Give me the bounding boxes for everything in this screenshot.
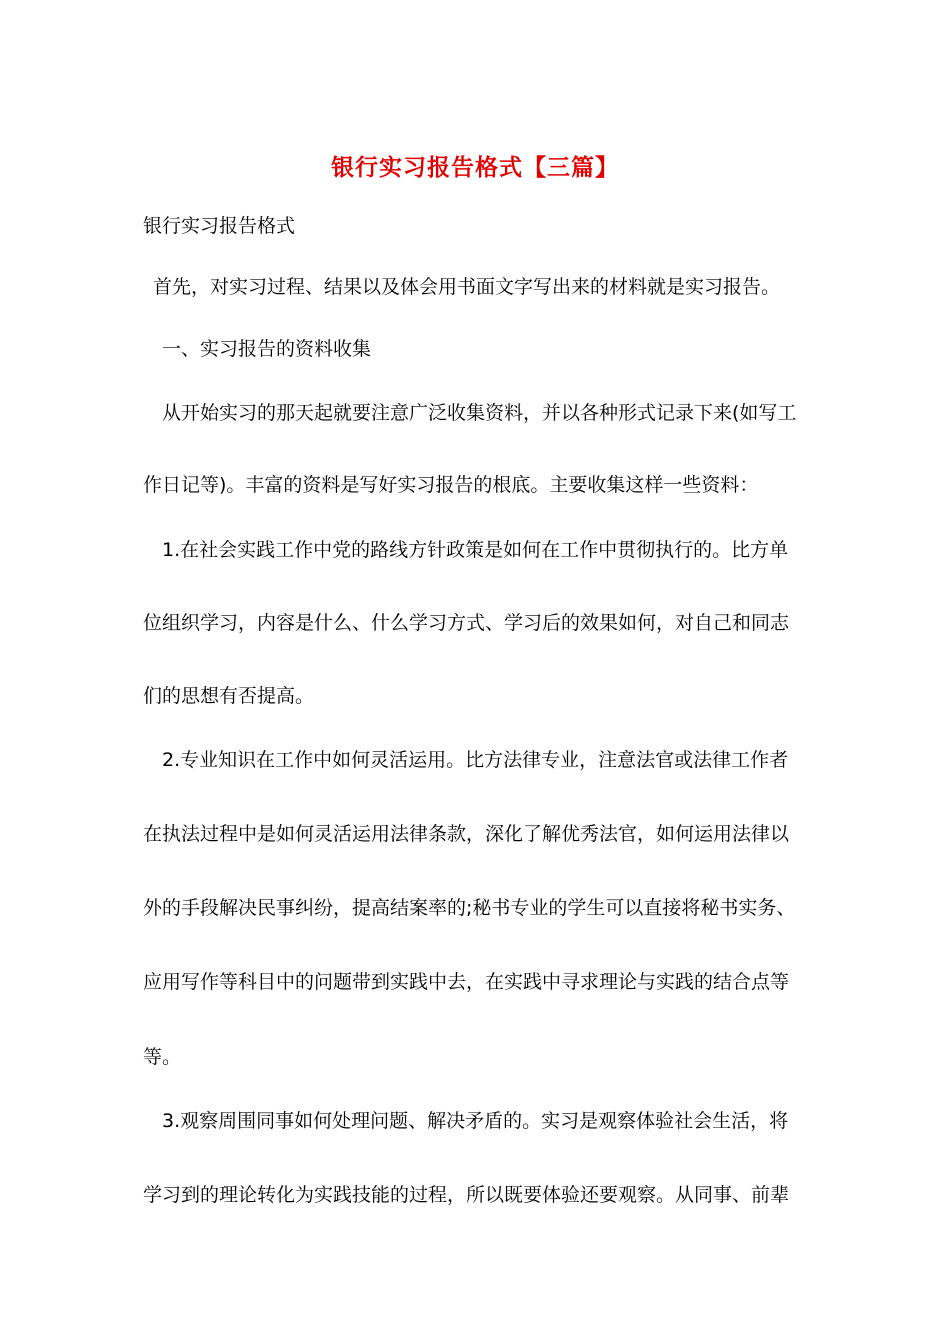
paragraph-line: 等。 — [143, 1046, 182, 1068]
paragraph-line: 1.在社会实践工作中党的路线方针政策是如何在工作中贯彻执行的。比方单 — [162, 539, 789, 561]
paragraph-line: 位组织学习，内容是什么、什么学习方式、学习后的效果如何，对自己和同志 — [143, 612, 790, 634]
document-subtitle: 银行实习报告格式 — [143, 215, 296, 237]
paragraph-line: 3.观察周围同事如何处理问题、解决矛盾的。实习是观察体验社会生活，将 — [162, 1110, 789, 1132]
paragraph-line: 首先，对实习过程、结果以及体会用书面文字写出来的材料就是实习报告。 — [153, 276, 781, 298]
paragraph-line: 作日记等)。丰富的资料是写好实习报告的根底。主要收集这样一些资料： — [143, 474, 759, 496]
paragraph-line: 外的手段解决民事纠纷，提高结案率的;秘书专业的学生可以直接将秘书实务、 — [143, 897, 796, 919]
section-heading: 一、实习报告的资料收集 — [162, 338, 372, 360]
paragraph-line: 应用写作等科目中的问题带到实践中去，在实践中寻求理论与实践的结合点等 — [143, 971, 790, 993]
paragraph-line: 们的思想有否提高。 — [143, 685, 315, 707]
document-title: 银行实习报告格式【三篇】 — [331, 155, 619, 181]
paragraph-line: 在执法过程中是如何灵活运用法律条款，深化了解优秀法官，如何运用法律以 — [143, 823, 790, 845]
paragraph-line: 学习到的理论转化为实践技能的过程，所以既要体验还要观察。从同事、前辈 — [143, 1184, 790, 1206]
paragraph-line: 2.专业知识在工作中如何灵活运用。比方法律专业，注意法官或法律工作者 — [162, 749, 789, 771]
paragraph-line: 从开始实习的那天起就要注意广泛收集资料，并以各种形式记录下来(如写工 — [162, 402, 797, 424]
